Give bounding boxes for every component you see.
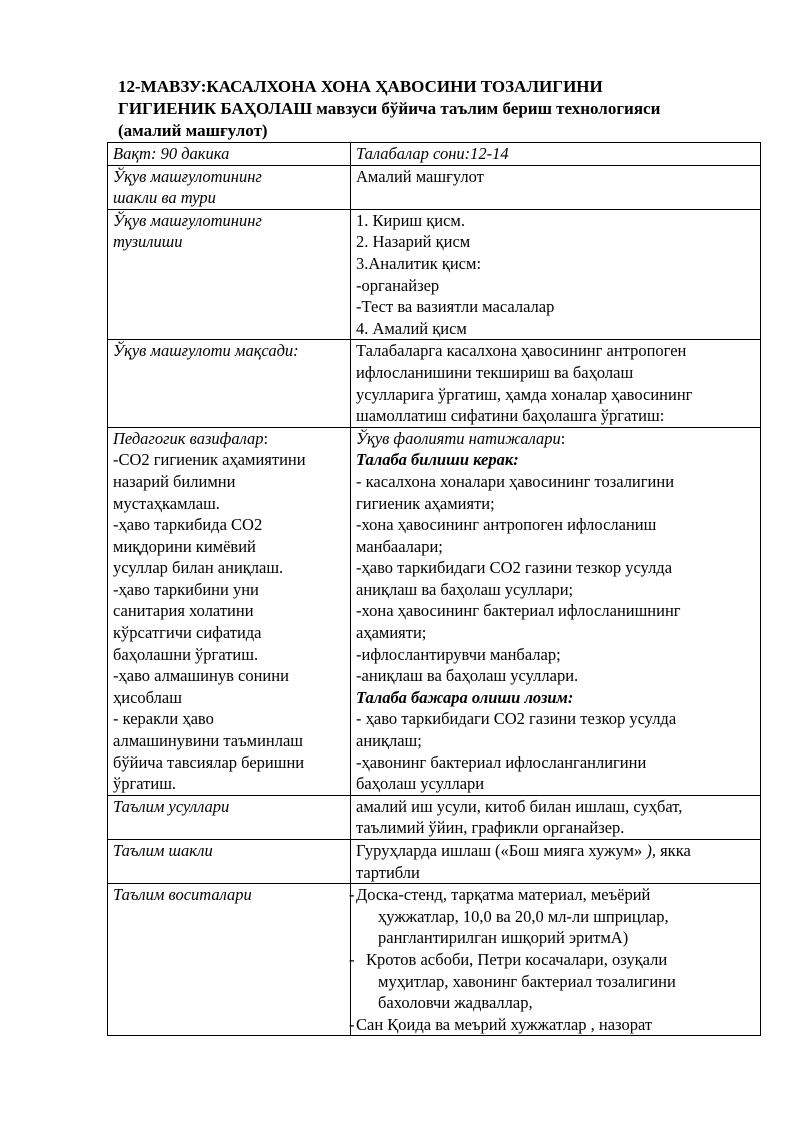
document-title <box>118 76 768 142</box>
structure-value-cell <box>351 209 761 340</box>
table-row-means <box>108 884 761 1036</box>
outcomes-heading-colon: : <box>560 428 566 448</box>
means-item-line: ранглантирилган ишқорий эритмА) <box>378 928 629 948</box>
form-value-line: Амалий машғулот <box>356 166 484 186</box>
tasks-heading-colon: : <box>263 428 269 448</box>
form-value-cell <box>351 165 761 209</box>
know-line: -хона ҳавосининг бактериал ифлосланишнинг <box>356 601 681 621</box>
know-line: - касалхона хоналари ҳавосининг тозалигини <box>356 471 675 491</box>
title-line-2-bold: ГИГИЕНИК БАҲОЛАШ <box>118 99 312 118</box>
table-row-goal <box>108 340 761 427</box>
structure-item: 1. Кириш қисм. <box>356 210 465 230</box>
goal-value-cell <box>351 340 761 427</box>
structure-label-line: Ўқув машғулотининг <box>113 210 262 230</box>
task-line: -ҳаво алмашинув сонини <box>113 666 289 686</box>
title-line-3: (амалий машғулот) <box>118 121 268 140</box>
goal-label-cell <box>108 340 351 427</box>
means-item-line <box>349 884 756 906</box>
form2-label: Таълим шакли <box>113 841 213 860</box>
outcomes-cell <box>351 427 761 795</box>
title-line-1: 12-МАВЗУ:КАСАЛХОНА ХОНА ҲАВОСИНИ ТОЗАЛИГИНИ <box>118 77 603 96</box>
know-line: -ҳаво таркибидаги СО2 газини тезкор усулда <box>356 558 673 578</box>
task-line: санитария холатини <box>113 601 254 621</box>
structure-label-cell <box>108 209 351 340</box>
task-line: бўйича тавсиялар беришни <box>113 752 305 772</box>
do-heading: Талаба бажара олиши лозим: <box>356 687 574 707</box>
task-line: назарий билимни <box>113 471 236 491</box>
methods-line: таълимий ўйин, графикли органайзер. <box>356 818 625 838</box>
task-line: усуллар билан аниқлаш. <box>113 558 284 578</box>
goal-label-line: Ўқув машғулоти мақсади: <box>113 341 299 361</box>
form2-value-cell <box>351 840 761 884</box>
methods-label-cell <box>108 795 351 839</box>
lesson-plan-table <box>107 142 761 1036</box>
know-heading: Талаба билиши керак: <box>356 450 519 470</box>
task-line: баҳолашни ўргатиш. <box>113 644 259 664</box>
form2-text-a: Гуруҳларда ишлаш («Бош мияга хужум» <box>356 841 647 860</box>
means-text: Доска-стенд, тарқатма материал, меъёрий <box>356 885 651 905</box>
means-label: Таълим воситалари <box>113 885 252 905</box>
tasks-heading <box>113 428 346 450</box>
spacer-line <box>356 187 756 209</box>
goal-line: ифлосланишини текшириш ва баҳолаш <box>356 362 634 382</box>
task-line: - керакли ҳаво <box>113 709 214 729</box>
tasks-label-cell <box>108 427 351 795</box>
do-line: - ҳаво таркибидаги СО2 газини тезкор усулда <box>356 709 677 729</box>
form2-line <box>356 840 756 862</box>
form2-label-cell <box>108 840 351 884</box>
task-line: -ҳаво таркибида СО2 <box>113 515 263 535</box>
form-label-line: шакли ва тури <box>113 188 216 208</box>
structure-label-line: тузилиши <box>113 232 183 252</box>
know-line: -хона ҳавосининг антропоген ифлосланиш <box>356 515 657 535</box>
means-item-line <box>349 1014 756 1036</box>
table-row-tasks <box>108 427 761 795</box>
bullet-dash: - <box>349 885 355 905</box>
table-row-time <box>108 143 761 166</box>
table-row-methods <box>108 795 761 839</box>
table-row-structure <box>108 209 761 340</box>
know-line: -аниқлаш ва баҳолаш усуллари. <box>356 666 579 686</box>
know-line: манбаалари; <box>356 536 443 556</box>
task-line: кўрсатгичи сифатида <box>113 623 262 643</box>
structure-item: 4. Амалий қисм <box>356 318 467 338</box>
table-row-form <box>108 165 761 209</box>
task-line: алмашинувини таъминлаш <box>113 731 304 751</box>
time-cell <box>108 143 351 166</box>
do-line: -ҳавонинг бактериал ифлосланганлигини <box>356 752 647 772</box>
structure-item: 2. Назарий қисм <box>356 232 471 252</box>
tasks-heading-text: Педагогик вазифалар <box>113 428 264 448</box>
know-line: гигиеник аҳамияти; <box>356 493 495 513</box>
know-line: аниқлаш ва баҳолаш усуллари; <box>356 579 574 599</box>
form-label-line: Ўқув машғулотининг <box>113 166 262 186</box>
structure-item: 3.Аналитик қисм: <box>356 253 482 273</box>
outcomes-heading <box>356 428 756 450</box>
methods-value-cell <box>351 795 761 839</box>
task-line: -ҳаво таркибини уни <box>113 579 259 599</box>
form-label-cell <box>108 165 351 209</box>
do-line: баҳолаш усуллари <box>356 774 485 794</box>
structure-item: -органайзер <box>356 275 440 295</box>
task-line: миқдорини кимёвий <box>113 536 256 556</box>
goal-line: шамоллатиш сифатини баҳолашга ўргатиш: <box>356 406 665 426</box>
know-line: -ифлослантирувчи манбалар; <box>356 644 561 664</box>
means-item-line: муҳитлар, хавонинг бактериал тозалигини <box>378 971 676 991</box>
form2-line-2: тартибли <box>356 862 420 882</box>
task-line: ҳисоблаш <box>113 687 182 707</box>
structure-item: -Тест ва вазиятли масалалар <box>356 297 555 317</box>
time-value: : 90 дакика <box>150 144 230 163</box>
bullet-dash: - <box>349 1014 355 1034</box>
task-line: -СО2 гигиеник аҳамиятини <box>113 450 306 470</box>
goal-line: Талабаларга касалхона ҳавосининг антропоген <box>356 341 687 361</box>
form2-text-c: якка <box>655 841 691 860</box>
methods-label: Таълим усуллари <box>113 796 230 816</box>
means-text: Сан Қоида ва меърий хужжатлар , назорат <box>356 1014 653 1034</box>
means-text: Кротов асбоби, Петри косачалари, озуқали <box>366 949 668 969</box>
know-line: аҳамияти; <box>356 623 427 643</box>
time-label: Вақт <box>113 144 151 163</box>
form2-text-b: ), <box>646 841 656 860</box>
do-line: аниқлаш; <box>356 731 422 751</box>
outcomes-heading-text: Ўқув фаолияти натижалари <box>356 428 561 448</box>
goal-line: усулларига ўргатиш, ҳамда хоналар ҳавосининг <box>356 384 693 404</box>
means-label-cell <box>108 884 351 1036</box>
task-line: ўргатиш. <box>113 774 177 794</box>
table-row-form2 <box>108 840 761 884</box>
means-item-line: ҳужжатлар, 10,0 ва 20,0 мл-ли шприцлар, <box>378 906 669 926</box>
students-count-cell: Талабалар сони:12-14 <box>351 143 761 166</box>
title-line-2-rest: мавзуси бўйича таълим бериш технологияси <box>312 99 661 118</box>
means-item-line: бахоловчи жадваллар, <box>378 993 533 1013</box>
means-value-cell <box>351 884 761 1036</box>
task-line: мустаҳкамлаш. <box>113 493 220 513</box>
means-item-line <box>349 949 756 971</box>
methods-line: амалий иш усули, китоб билан ишлаш, суҳбат, <box>356 796 683 816</box>
bullet-dash: - <box>349 949 355 969</box>
title-line-2 <box>118 99 660 118</box>
